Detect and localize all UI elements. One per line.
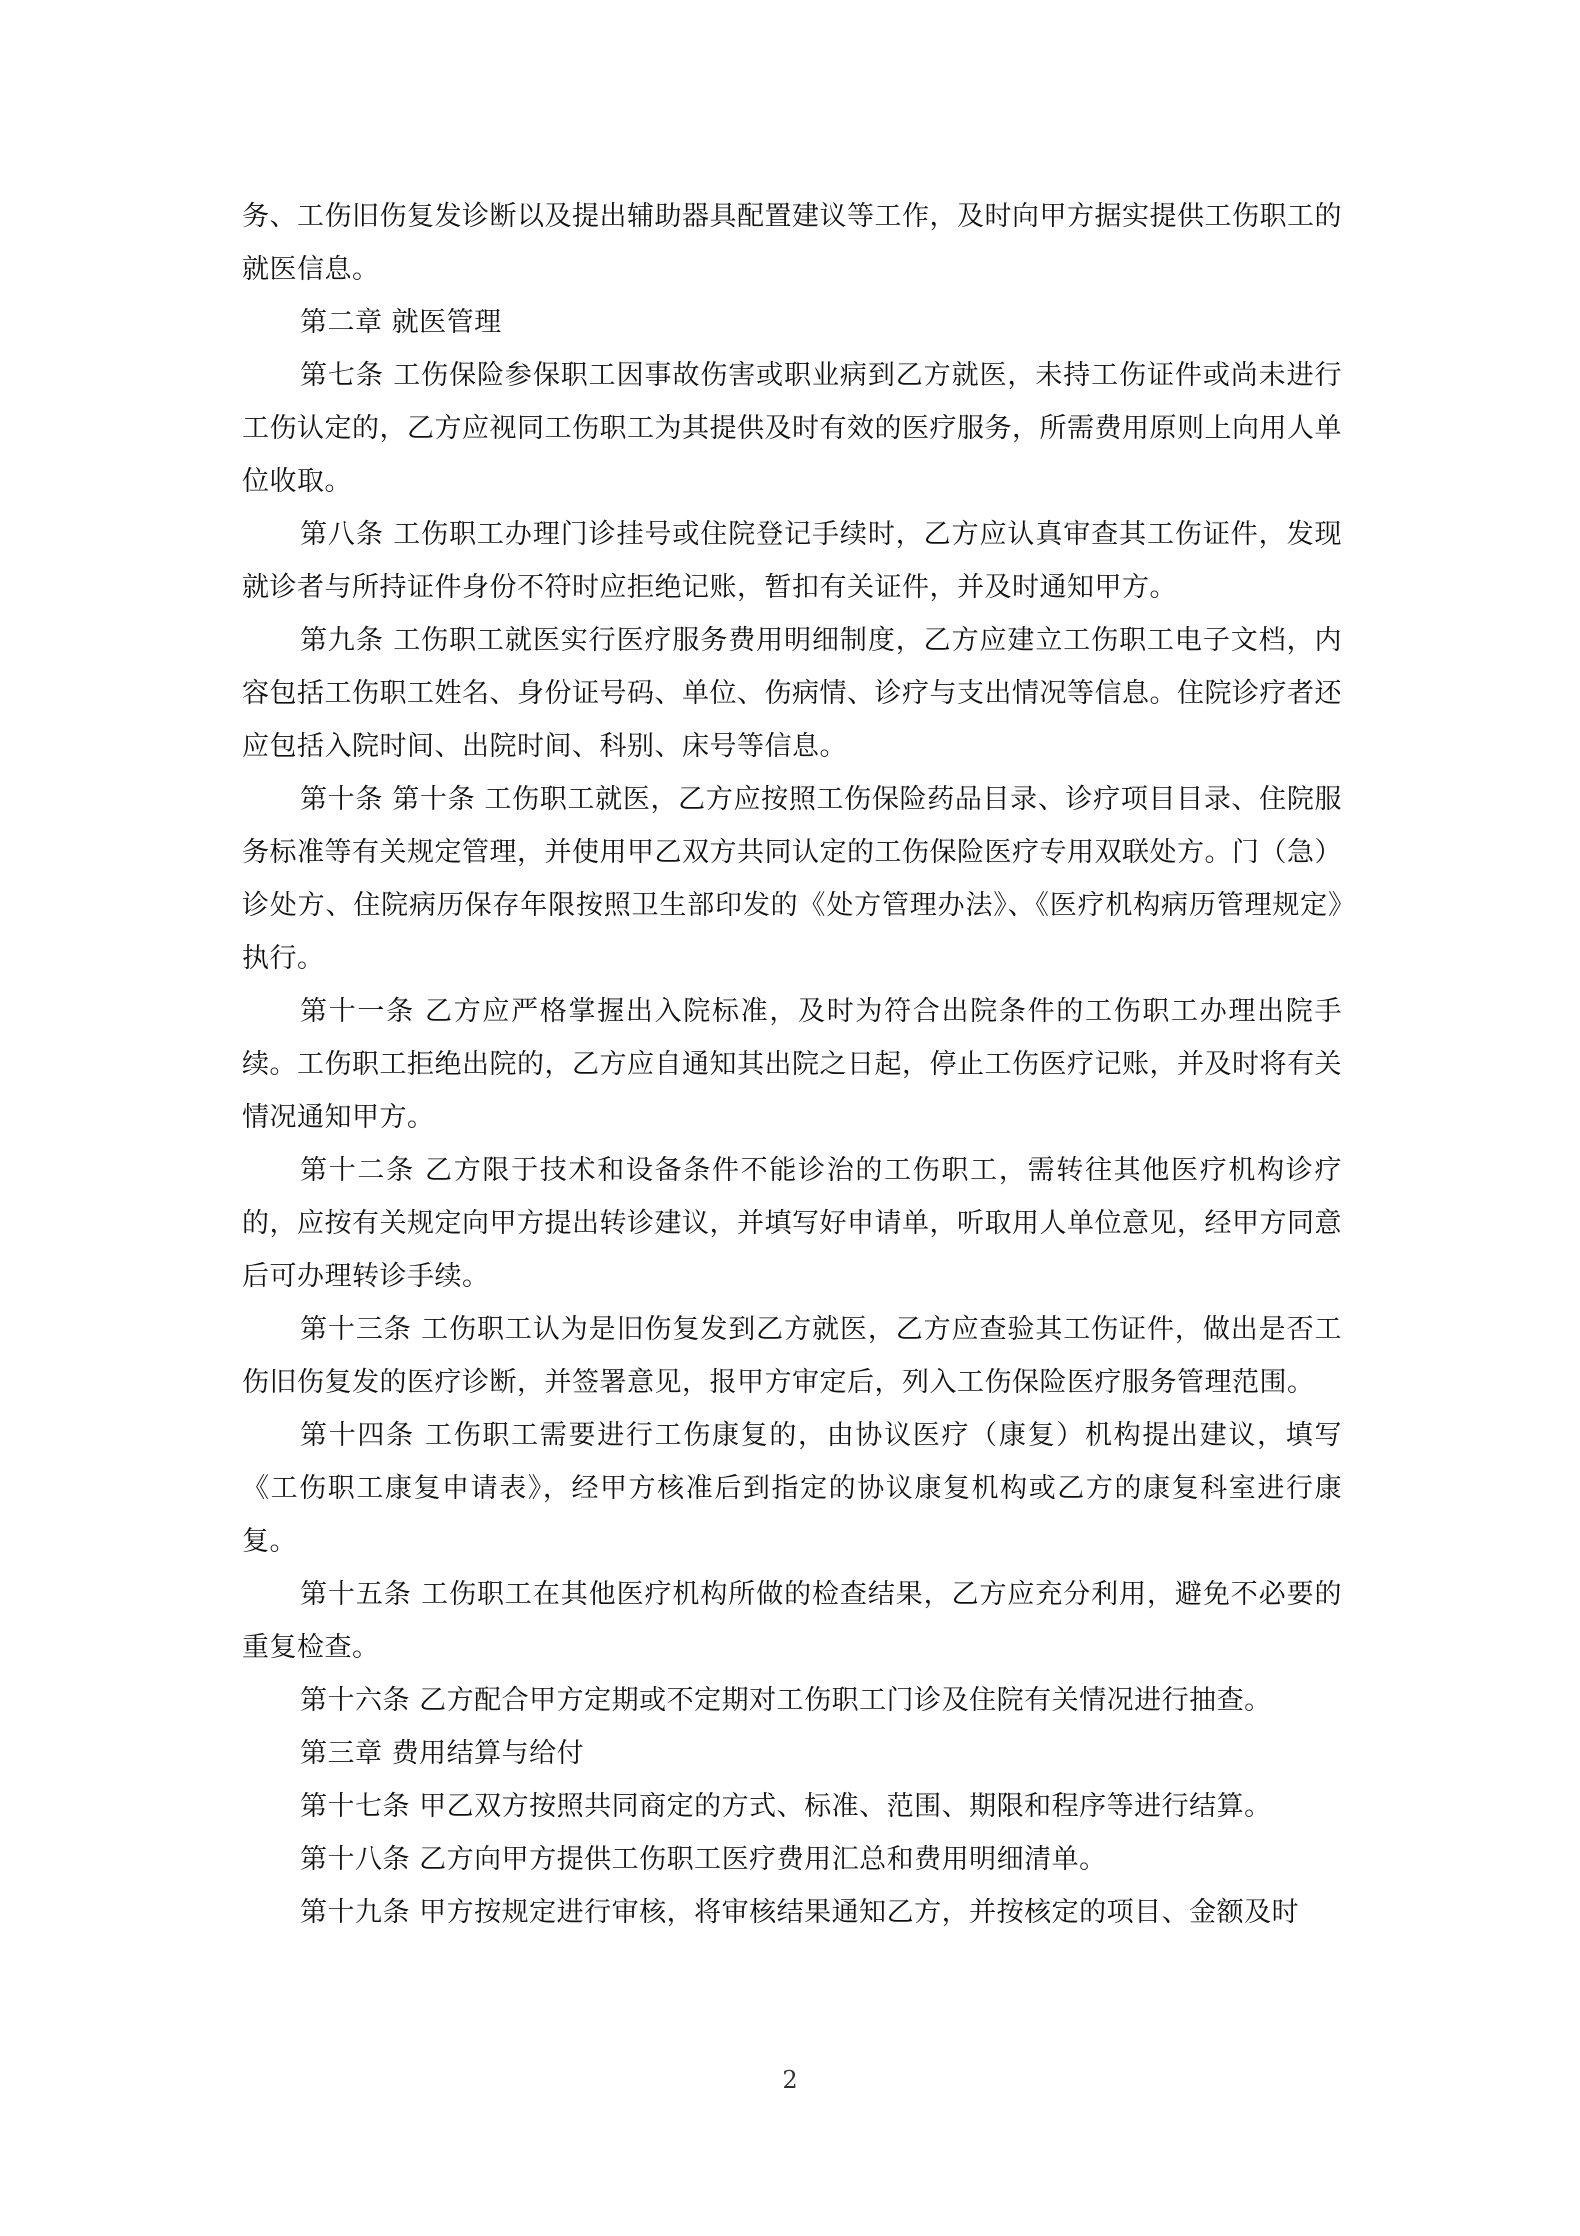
chapter-heading-2: 第二章 就医管理 xyxy=(300,307,502,338)
article-14: 第十四条 工伤职工需要进行工伤康复的，由协议医疗（康复）机构提出建议，填写《工伤职工康复申请表》，经甲方核准后到指定的协议康复机构或乙方的康复科室进行康复。 xyxy=(242,1420,1342,1557)
article-17: 第十七条 甲乙双方按照共同商定的方式、标准、范围、期限和程序等进行结算。 xyxy=(300,1791,1272,1822)
article-11: 第十一条 乙方应严格掌握出入院标准，及时为符合出院条件的工伤职工办理出院手续。工伤职工拒绝出院的，乙方应自通知其出院之日起，停止工伤医疗记账，并及时将有关情况通知甲方。 xyxy=(242,996,1342,1133)
page-number: 2 xyxy=(782,2066,798,2094)
article-16: 第十六条 乙方配合甲方定期或不定期对工伤职工门诊及住院有关情况进行抽查。 xyxy=(300,1685,1272,1716)
article-18: 第十八条 乙方向甲方提供工伤职工医疗费用汇总和费用明细清单。 xyxy=(300,1844,1107,1875)
article-9: 第九条 工伤职工就医实行医疗服务费用明细制度，乙方应建立工伤职工电子文档，内容包括工伤职工姓名、身份证号码、单位、伤病情、诊疗与支出情况等信息。住院诊疗者还应包括入院时间、出院时间、科别、床号等信息。 xyxy=(242,625,1342,762)
document-body xyxy=(242,190,1342,1939)
article-12: 第十二条 乙方限于技术和设备条件不能诊治的工伤职工，需转往其他医疗机构诊疗的，应按有关规定向甲方提出转诊建议，并填写好申请单，听取用人单位意见，经甲方同意后可办理转诊手续。 xyxy=(242,1155,1342,1292)
article-19: 第十九条 甲方按规定进行审核，将审核结果通知乙方，并按核定的项目、金额及时 xyxy=(300,1897,1300,1928)
chapter-heading-3: 第三章 费用结算与给付 xyxy=(300,1738,585,1769)
paragraph-continuation: 务、工伤旧伤复发诊断以及提出辅助器具配置建议等工作，及时向甲方据实提供工伤职工的就医信息。 xyxy=(242,201,1342,285)
article-13: 第十三条 工伤职工认为是旧伤复发到乙方就医，乙方应查验其工伤证件，做出是否工伤旧伤复发的医疗诊断，并签署意见，报甲方审定后，列入工伤保险医疗服务管理范围。 xyxy=(242,1314,1342,1398)
article-8: 第八条 工伤职工办理门诊挂号或住院登记手续时，乙方应认真审查其工伤证件，发现就诊者与所持证件身份不符时应拒绝记账，暂扣有关证件，并及时通知甲方。 xyxy=(242,519,1342,603)
article-15: 第十五条 工伤职工在其他医疗机构所做的检查结果，乙方应充分利用，避免不必要的重复检查。 xyxy=(242,1579,1342,1663)
article-10: 第十条 第十条 工伤职工就医，乙方应按照工伤保险药品目录、诊疗项目目录、住院服务标准等有关规定管理，并使用甲乙双方共同认定的工伤保险医疗专用双联处方。门（急）诊处方、住院病历保存年限按照卫生部印发的《处方管理办法》、《医疗机构病历管理规定》执行。 xyxy=(242,784,1342,974)
article-7: 第七条 工伤保险参保职工因事故伤害或职业病到乙方就医，未持工伤证件或尚未进行工伤认定的，乙方应视同工伤职工为其提供及时有效的医疗服务，所需费用原则上向用人单位收取。 xyxy=(242,360,1342,497)
